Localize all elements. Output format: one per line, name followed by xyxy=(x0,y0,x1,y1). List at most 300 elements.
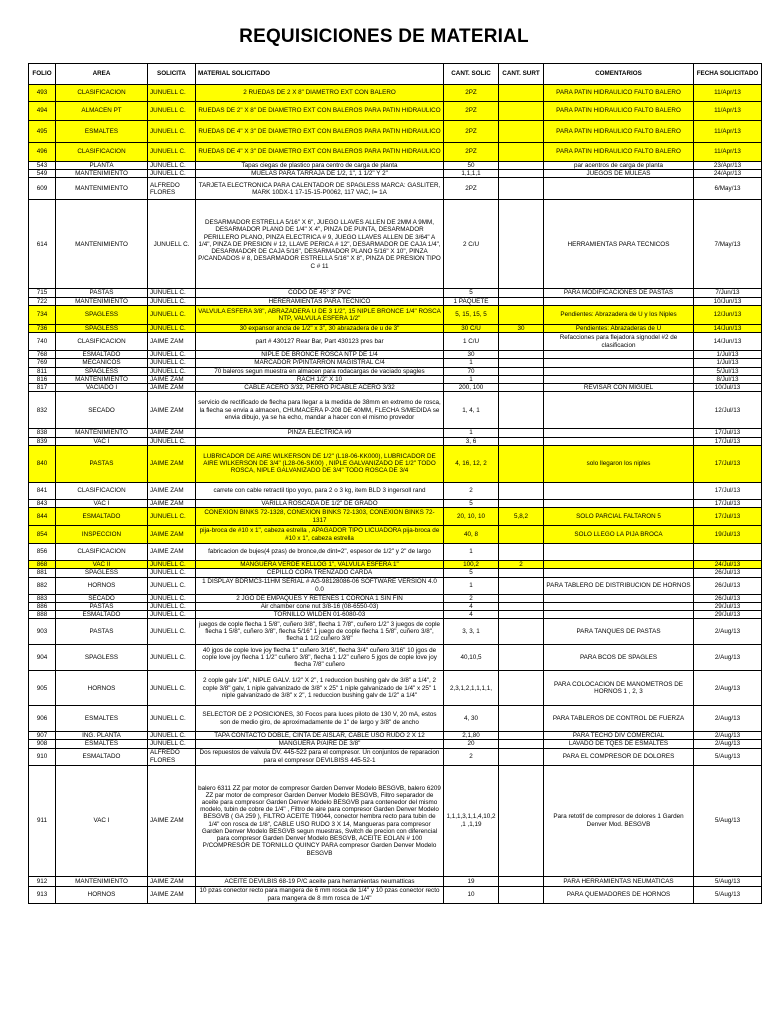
cell-area: ALMACEN PT xyxy=(56,102,148,121)
cell-solicita: JUNUELL C. xyxy=(148,619,196,645)
cell-area: CLASIFICACION xyxy=(56,333,148,351)
table-row xyxy=(29,748,762,765)
cell-material: MANGUERA P/AIRE DE 3/8" xyxy=(196,740,444,748)
cell-cant-surt xyxy=(499,886,544,903)
cell-solicita: JUNUELL C. xyxy=(148,706,196,732)
cell-solicita: JAIME ZAM xyxy=(148,886,196,903)
cell-fecha: 12/Jul/13 xyxy=(694,392,762,429)
cell-material: RUEDAS DE 4" X 3" DE DIAMETRO EXT CON BALEROS PARA PATIN HIDRAULICO xyxy=(196,121,444,143)
cell-cant-surt xyxy=(499,748,544,765)
cell-cant-solic: 1,1,1,1 xyxy=(444,170,499,178)
cell-area: PLANTA xyxy=(56,162,148,170)
cell-folio: 841 xyxy=(29,482,56,499)
cell-cant-surt xyxy=(499,602,544,610)
cell-cant-surt xyxy=(499,499,544,507)
cell-cant-solic: 5 xyxy=(444,289,499,297)
table-row xyxy=(29,508,762,526)
cell-solicita: JUNUELL C. xyxy=(148,143,196,162)
cell-folio: 904 xyxy=(29,645,56,671)
cell-material: 2 JGO DE EMPAQUES Y RETENES 1 CORONA 1 SIN FIN xyxy=(196,594,444,602)
cell-cant-solic: 3, 3, 1 xyxy=(444,619,499,645)
table-row xyxy=(29,375,762,383)
table-row xyxy=(29,740,762,748)
cell-solicita: JUNUELL C. xyxy=(148,85,196,102)
cell-cant-surt xyxy=(499,102,544,121)
cell-comentarios: PARA HERRAMIENTAS NEUMATICAS xyxy=(544,876,694,886)
cell-cant-surt xyxy=(499,143,544,162)
cell-cant-solic: 2 xyxy=(444,594,499,602)
cell-comentarios: Refacciones para flejadora signodel #2 de clasificacion xyxy=(544,333,694,351)
cell-area: CLASIFICACION xyxy=(56,482,148,499)
cell-material: LUBRICADOR DE AIRE WILKERSON DE 1/2" (L18-06-KK000), LUBRICADOR DE AIRE WILKERSON DE 3/4" (L28-06-SK00) , NIPLE GALVANIZADO DE 1/2" TODO ROSCA, NIPLE GALVANIZADO DE 3/4" TODO ROSCA DE 3/4 xyxy=(196,445,444,482)
table-row xyxy=(29,765,762,876)
cell-comentarios xyxy=(544,178,694,200)
cell-cant-solic: 40, 8 xyxy=(444,526,499,544)
cell-folio: 817 xyxy=(29,384,56,392)
cell-folio: 856 xyxy=(29,544,56,561)
table-row xyxy=(29,645,762,671)
cell-solicita: JUNUELL C. xyxy=(148,602,196,610)
cell-comentarios: LAVADO DE TQES DE ESMALTES xyxy=(544,740,694,748)
cell-comentarios: PARA MODIFICACIONES DE PASTAS xyxy=(544,289,694,297)
cell-cant-solic: 1 PAQUETE xyxy=(444,297,499,305)
cell-cant-surt xyxy=(499,610,544,618)
cell-cant-solic: 10 xyxy=(444,886,499,903)
table-row xyxy=(29,619,762,645)
cell-solicita: JUNUELL C. xyxy=(148,297,196,305)
cell-solicita: JUNUELL C. xyxy=(148,351,196,359)
cell-fecha: 24/Jul/13 xyxy=(694,561,762,569)
cell-comentarios: PARA PATIN HIDRAULICO FALTO BALERO xyxy=(544,143,694,162)
cell-cant-solic: 50 xyxy=(444,162,499,170)
cell-solicita: JUNUELL C. xyxy=(148,437,196,445)
cell-area: VAC I xyxy=(56,765,148,876)
cell-area: ESMALTADO xyxy=(56,508,148,526)
cell-comentarios xyxy=(544,602,694,610)
cell-folio: 907 xyxy=(29,732,56,740)
cell-cant-surt xyxy=(499,85,544,102)
cell-cant-surt xyxy=(499,732,544,740)
cell-cant-solic: 20 xyxy=(444,740,499,748)
table-header-row xyxy=(29,64,762,85)
header-solicita: SOLICITA xyxy=(148,64,196,85)
cell-fecha: 6/May/13 xyxy=(694,178,762,200)
cell-fecha: 2/Aug/13 xyxy=(694,740,762,748)
cell-fecha: 17/Jul/13 xyxy=(694,499,762,507)
cell-cant-surt xyxy=(499,740,544,748)
cell-area: MANTENIMIENTO xyxy=(56,170,148,178)
cell-folio: 769 xyxy=(29,359,56,367)
cell-fecha: 26/Jul/13 xyxy=(694,594,762,602)
cell-cant-surt xyxy=(499,765,544,876)
cell-fecha: 26/Jul/13 xyxy=(694,577,762,594)
cell-fecha: 2/Aug/13 xyxy=(694,671,762,706)
cell-solicita: JUNUELL C. xyxy=(148,671,196,706)
cell-material: Air chamber cone nut 3/8-16 (08-6550-03) xyxy=(196,602,444,610)
cell-material: CODO DE 45° 3" PVC xyxy=(196,289,444,297)
cell-cant-solic: 2PZ xyxy=(444,178,499,200)
table-row xyxy=(29,876,762,886)
cell-cant-surt xyxy=(499,170,544,178)
cell-fecha: 10/Jun/13 xyxy=(694,297,762,305)
cell-solicita: JUNUELL C. xyxy=(148,561,196,569)
cell-solicita: JUNUELL C. xyxy=(148,645,196,671)
cell-comentarios: PARA TABLERO DE DISTRIBUCION DE HORNOS xyxy=(544,577,694,594)
cell-solicita: JAIME ZAM xyxy=(148,384,196,392)
cell-comentarios: REVISAR CON MIGUEL xyxy=(544,384,694,392)
cell-area: SECADO xyxy=(56,594,148,602)
cell-cant-solic: 1 xyxy=(444,577,499,594)
cell-comentarios xyxy=(544,482,694,499)
table-row xyxy=(29,297,762,305)
cell-fecha: 11/Apr/13 xyxy=(694,121,762,143)
cell-area: HORNOS xyxy=(56,886,148,903)
cell-solicita: JUNUELL C. xyxy=(148,102,196,121)
cell-cant-solic: 20, 10, 10 xyxy=(444,508,499,526)
cell-folio: 722 xyxy=(29,297,56,305)
header-material: MATERIAL SOLICITADO xyxy=(196,64,444,85)
cell-area: MANTENIMIENTO xyxy=(56,375,148,383)
table-row xyxy=(29,289,762,297)
cell-cant-solic: 30 xyxy=(444,351,499,359)
cell-folio: 543 xyxy=(29,162,56,170)
cell-comentarios: PARA QUEMADORES DE HORNOS xyxy=(544,886,694,903)
cell-material: 10 pzas conector recto para mangera de 6 mm rosca de 1/4" y 10 pzas conector recto para mangera de 8 mm rosca de 1/4" xyxy=(196,886,444,903)
cell-area: VACIADO I xyxy=(56,384,148,392)
table-row xyxy=(29,367,762,375)
cell-fecha: 5/Aug/13 xyxy=(694,748,762,765)
cell-cant-surt: 2 xyxy=(499,561,544,569)
table-row xyxy=(29,392,762,429)
cell-material: juegos de cople flecha 1 5/8", cuñero 3/8", flecha 1 7/8", cuñero 1/2" 3 juegos de cople flecha 1 5/8", cuñero 3/8", flecha 5/16" 1 juego de cople flecha 1 5/8", cuñero 3/8", flecha 1 1/2 cuñero 3/8" xyxy=(196,619,444,645)
cell-area: ING. PLANTA xyxy=(56,732,148,740)
cell-material: VARILLA ROSCADA DE 1/2" DE GRADO xyxy=(196,499,444,507)
cell-material: TORNILLO WILDEN 01-6080-03 xyxy=(196,610,444,618)
cell-cant-surt xyxy=(499,706,544,732)
table-body xyxy=(29,85,762,904)
cell-material: 1 DISPLAY BDRMC3-11HM SERIAL # AG-98128086-06 SOFTWARE VERSION 4.0 0.0 xyxy=(196,577,444,594)
cell-solicita: JUNUELL C. xyxy=(148,359,196,367)
cell-solicita: JAIME ZAM xyxy=(148,876,196,886)
cell-cant-surt xyxy=(499,619,544,645)
cell-cant-surt xyxy=(499,178,544,200)
cell-folio: 838 xyxy=(29,429,56,437)
cell-folio: 906 xyxy=(29,706,56,732)
table-row xyxy=(29,333,762,351)
cell-cant-solic: 70 xyxy=(444,367,499,375)
cell-cant-surt xyxy=(499,333,544,351)
cell-material: Dos repuestos de valvula DV. 445-522 para el compresor. Un conjuntos de reparacion para el compresor DEVILBISS 445-52-1 xyxy=(196,748,444,765)
cell-area: HORNOS xyxy=(56,671,148,706)
cell-folio: 905 xyxy=(29,671,56,706)
cell-folio: 768 xyxy=(29,351,56,359)
cell-fecha: 17/Jul/13 xyxy=(694,429,762,437)
cell-area: ESMALTES xyxy=(56,740,148,748)
cell-solicita: JAIME ZAM xyxy=(148,544,196,561)
cell-solicita: JAIME ZAM xyxy=(148,445,196,482)
cell-material: CABLE ACERO 3/32, PERRO P/CABLE ACERO 3/32 xyxy=(196,384,444,392)
cell-material: DESARMADOR ESTRELLA 5/16" X 6", JUEGO LLAVES ALLEN DE 2MM A 9MM, DESARMADOR PLANO DE 1/4" X 4", PINZA DE PUNTA, DESARMADOR PERILLERO PLANO, PINZA ELECTRICA # 9, JUEGO LLAVES ALLEN DE 3/64" A 1/4", PINZA DE PRESION # 12, LLAVE PERICA # 12", DESARMADOR DE CAJA 1/4", DESARMADOR DE CAJA 5/16", DESARMADOR PLANO 5/16" X 10", PINZA P/CANDADOS # 8, DESARMADOR ESTRELLA 5/16" X 8", PINZA DE PRESION TIPO C # 11 xyxy=(196,200,444,289)
cell-material: pija-broca de #10 x 1", cabeza estrella , APAGADOR TIPO LICUADORA pija-broca de #10 x 1", cabeza estrella xyxy=(196,526,444,544)
table-row xyxy=(29,445,762,482)
cell-solicita: JUNUELL C. xyxy=(148,740,196,748)
cell-folio: 903 xyxy=(29,619,56,645)
cell-fecha: 2/Aug/13 xyxy=(694,732,762,740)
cell-cant-solic: 100,2 xyxy=(444,561,499,569)
cell-folio: 493 xyxy=(29,85,56,102)
cell-folio: 913 xyxy=(29,886,56,903)
cell-cant-surt xyxy=(499,876,544,886)
table-row xyxy=(29,102,762,121)
cell-area: PASTAS xyxy=(56,289,148,297)
cell-cant-solic: 3, 6 xyxy=(444,437,499,445)
cell-solicita: JUNUELL C. xyxy=(148,324,196,332)
cell-area: VAC I xyxy=(56,437,148,445)
cell-material: RUEDAS DE 2" X 8" DE DIAMETRO EXT CON BALEROS PARA PATIN HIDRAULICO xyxy=(196,102,444,121)
cell-material: 40 jgos de cople love joy flecha 1" cuñero 3/16", flecha 3/4" cuñero 3/16" 10 jgos de cople love joy flecha 1 1/2" cuñero 3/8", flecha 1 1/2" cuñero 5 jgos de cople love joy flecha 7/8" cuñero xyxy=(196,645,444,671)
cell-fecha: 14/Jun/13 xyxy=(694,324,762,332)
cell-cant-solic: 1 xyxy=(444,359,499,367)
cell-fecha xyxy=(694,544,762,561)
cell-material: Tapas ciegas de plastico para centro de carga de planta xyxy=(196,162,444,170)
cell-fecha: 24/Apr/13 xyxy=(694,170,762,178)
cell-cant-surt xyxy=(499,297,544,305)
cell-cant-surt: 5,8,2 xyxy=(499,508,544,526)
cell-cant-solic: 1, 4, 1 xyxy=(444,392,499,429)
cell-comentarios: PARA PATIN HIDRAULICO FALTO BALERO xyxy=(544,85,694,102)
cell-fecha: 12/Jun/13 xyxy=(694,305,762,324)
header-folio: FOLIO xyxy=(29,64,56,85)
cell-material: TAPA CONTACTO DOBLE, CINTA DE AISLAR, CABLE USO RUDO 2 X 12 xyxy=(196,732,444,740)
cell-cant-solic: 2PZ xyxy=(444,102,499,121)
cell-solicita: JUNUELL C. xyxy=(148,162,196,170)
cell-fecha: 10/Jul/13 xyxy=(694,384,762,392)
cell-solicita: JUNUELL C. xyxy=(148,305,196,324)
cell-cant-solic: 1 xyxy=(444,429,499,437)
cell-solicita: JUNUELL C. xyxy=(148,577,196,594)
table-row xyxy=(29,429,762,437)
cell-fecha: 11/Apr/13 xyxy=(694,85,762,102)
cell-area: MANTENIMIENTO xyxy=(56,200,148,289)
cell-cant-solic: 5, 15, 15, 5 xyxy=(444,305,499,324)
cell-area: ESMALTES xyxy=(56,121,148,143)
cell-cant-surt xyxy=(499,305,544,324)
page-title: REQUISICIONES DE MATERIAL xyxy=(239,26,529,47)
cell-fecha: 26/Jul/13 xyxy=(694,569,762,577)
cell-folio: 734 xyxy=(29,305,56,324)
cell-folio: 881 xyxy=(29,569,56,577)
cell-folio: 888 xyxy=(29,610,56,618)
cell-comentarios xyxy=(544,594,694,602)
cell-area: MANTENIMIENTO xyxy=(56,297,148,305)
header-fecha: FECHA SOLICITADO xyxy=(694,64,762,85)
cell-material: RACH 1/2" X 10 xyxy=(196,375,444,383)
cell-cant-surt xyxy=(499,351,544,359)
cell-solicita: JAIME ZAM xyxy=(148,429,196,437)
cell-comentarios: solo llegaron los niples xyxy=(544,445,694,482)
cell-material: ACEITE DEVILBIS 68-19 P/C aceite para herramientas neumatticas xyxy=(196,876,444,886)
cell-folio: 609 xyxy=(29,178,56,200)
table-row xyxy=(29,178,762,200)
cell-material: CEPILLO COPA TRENZADO CARDA xyxy=(196,569,444,577)
cell-material: MANGUERA VERDE KELLOG 1", VALVULA ESFERA 1" xyxy=(196,561,444,569)
cell-area: CLASIFICACION xyxy=(56,143,148,162)
cell-cant-solic: 4, 16, 12, 2 xyxy=(444,445,499,482)
cell-folio: 736 xyxy=(29,324,56,332)
table-row xyxy=(29,121,762,143)
cell-cant-solic: 5 xyxy=(444,499,499,507)
cell-cant-solic: 2PZ xyxy=(444,85,499,102)
cell-cant-surt xyxy=(499,671,544,706)
cell-folio: 839 xyxy=(29,437,56,445)
table-row xyxy=(29,324,762,332)
cell-fecha: 17/Jul/13 xyxy=(694,508,762,526)
cell-comentarios: PARA TECHO DIV COMERCIAL xyxy=(544,732,694,740)
cell-solicita: JAIME ZAM xyxy=(148,499,196,507)
cell-folio: 886 xyxy=(29,602,56,610)
cell-area: ESMALTADO xyxy=(56,610,148,618)
cell-area: SECADO xyxy=(56,392,148,429)
cell-material: VALVULA ESFERA 3/8", ABRAZADERA U DE 3 1/2", 15 NIPLE BRONCE 1/4" ROSCA NTP, VALVULA ESFERA 1/2" xyxy=(196,305,444,324)
table-row xyxy=(29,706,762,732)
cell-fecha: 8/Jul/13 xyxy=(694,375,762,383)
cell-area: PASTAS xyxy=(56,445,148,482)
cell-comentarios: PARA PATIN HIDRAULICO FALTO BALERO xyxy=(544,102,694,121)
cell-folio: 740 xyxy=(29,333,56,351)
cell-area: SPAGLESS xyxy=(56,367,148,375)
cell-solicita: JAIME ZAM xyxy=(148,333,196,351)
cell-comentarios xyxy=(544,359,694,367)
cell-solicita: JUNUELL C. xyxy=(148,121,196,143)
cell-comentarios: PARA COLOCACION DE MANOMETROS DE HORNOS 1 , 2, 3 xyxy=(544,671,694,706)
cell-folio: 911 xyxy=(29,765,56,876)
header-area: AREA xyxy=(56,64,148,85)
cell-cant-solic: 2 xyxy=(444,482,499,499)
cell-comentarios xyxy=(544,392,694,429)
cell-fecha: 17/Jul/13 xyxy=(694,482,762,499)
cell-fecha: 29/Jul/13 xyxy=(694,610,762,618)
cell-folio: 832 xyxy=(29,392,56,429)
cell-cant-surt xyxy=(499,359,544,367)
table-row xyxy=(29,569,762,577)
cell-solicita: ALFREDO FLORES xyxy=(148,748,196,765)
cell-area: INSPECCION xyxy=(56,526,148,544)
cell-comentarios: PARA BCOS DE SPAGLES xyxy=(544,645,694,671)
table-row xyxy=(29,437,762,445)
cell-fecha: 7/May/13 xyxy=(694,200,762,289)
cell-cant-surt xyxy=(499,384,544,392)
cell-material: TARJETA ELECTRONICA PARA CALENTADOR DE SPAGLESS MARCA: GASLITER, MARK 10DX-1 17-15-15-P0062, 117 VAC, I= 1A xyxy=(196,178,444,200)
cell-folio: 549 xyxy=(29,170,56,178)
cell-fecha: 2/Aug/13 xyxy=(694,645,762,671)
cell-cant-solic: 2 C/U xyxy=(444,200,499,289)
cell-comentarios xyxy=(544,351,694,359)
cell-folio: 816 xyxy=(29,375,56,383)
cell-area: VAC I xyxy=(56,499,148,507)
table-row xyxy=(29,610,762,618)
cell-material: servicio de rectificado de flecha para llegar a la medida de 38mm en extremo de rosca, la flecha se envia a almacen, CHUMACERA P-208 DE 40MM, FLECHA S/MEDIDA se envia dibujo, ya se ha echo, mandar a hacer con el mismo provedor xyxy=(196,392,444,429)
cell-comentarios xyxy=(544,499,694,507)
cell-cant-solic: 5 xyxy=(444,569,499,577)
cell-comentarios: par acentros de carga de planta xyxy=(544,162,694,170)
cell-fecha: 2/Aug/13 xyxy=(694,619,762,645)
table-row xyxy=(29,305,762,324)
cell-material: CONEXION BINKS 72-1328, CONEXION BINKS 72-1303, CONEXION BINKS 72-1317 xyxy=(196,508,444,526)
cell-material: balero 6311 ZZ par motor de compresor Garden Denver Modelo BESGVB, balero 6209 ZZ par motor de compresor Garden Denver Modelo BESGVB, Filtro separador de aceite para compresor Garden Denver Modelo BESGVB para contenedor del mismo modelo, tubin de cobre de 1/4" , Filtro de aire para compresor Garden Denver Modelo BESGVB ( GA 259 ), FILTRO ACEITE TI9044, conector hembra recto para tubin de 1/4" con rosca de 1/8", CABLE USO RUDO 3 X 14, Mangueras para compresor Garden Denver Modelo BESGVB segun muestras, Switch de precion con diferencial para compresor Garden Denver Modelo BESGVB, ACEITE EOLAN # 100 P/COMPRESOR DE TORNILLO QUINCY PARA compresor Garden Denver Modelo BESGVB xyxy=(196,765,444,876)
header-cant-surt: CANT. SURT xyxy=(499,64,544,85)
cell-folio: 614 xyxy=(29,200,56,289)
cell-fecha: 2/Aug/13 xyxy=(694,706,762,732)
cell-area: HORNOS xyxy=(56,577,148,594)
cell-comentarios: PARA TABLEROS DE CONTROL DE FUERZA xyxy=(544,706,694,732)
cell-comentarios: JUEGOS DE MULEAS xyxy=(544,170,694,178)
cell-material: part # 430127 Rear Bar, Part 430123 pres bar xyxy=(196,333,444,351)
cell-cant-solic: 200, 100 xyxy=(444,384,499,392)
cell-comentarios: PARA EL COMPRESOR DE DOLORES xyxy=(544,748,694,765)
cell-cant-surt xyxy=(499,645,544,671)
cell-solicita: JAIME ZAM xyxy=(148,526,196,544)
cell-area: MANTENIMIENTO xyxy=(56,429,148,437)
cell-folio: 811 xyxy=(29,367,56,375)
cell-solicita: JUNUELL C. xyxy=(148,508,196,526)
cell-cant-surt xyxy=(499,445,544,482)
cell-solicita: JUNUELL C. xyxy=(148,367,196,375)
cell-area: PASTAS xyxy=(56,602,148,610)
cell-cant-surt xyxy=(499,392,544,429)
table-row xyxy=(29,170,762,178)
table-row xyxy=(29,602,762,610)
cell-area: MANTENIMIENTO xyxy=(56,178,148,200)
cell-cant-surt xyxy=(499,289,544,297)
cell-solicita: JUNUELL C. xyxy=(148,732,196,740)
cell-comentarios: HERRAMIENTAS PARA TECNICOS xyxy=(544,200,694,289)
cell-area: MANTENIMIENTO xyxy=(56,876,148,886)
cell-fecha: 19/Jul/13 xyxy=(694,526,762,544)
cell-comentarios xyxy=(544,437,694,445)
table-row xyxy=(29,886,762,903)
table-row xyxy=(29,200,762,289)
cell-fecha: 17/Jul/13 xyxy=(694,445,762,482)
cell-material: MUELAS PARA TARRAJA DE 1/2, 1", 1 1/2" Y 2" xyxy=(196,170,444,178)
cell-cant-surt xyxy=(499,375,544,383)
cell-fecha: 11/Apr/13 xyxy=(694,143,762,162)
cell-material: MARCADOR P/PINTARRON MAGISTRAL C/4 xyxy=(196,359,444,367)
cell-area: CLASIFICACION xyxy=(56,544,148,561)
cell-solicita: JAIME ZAM xyxy=(148,375,196,383)
cell-comentarios xyxy=(544,297,694,305)
cell-material: PINZA ELECTRICA #9 xyxy=(196,429,444,437)
cell-comentarios: Pendientes: Abrazadera de U y los Niples xyxy=(544,305,694,324)
cell-solicita: JUNUELL C. xyxy=(148,170,196,178)
cell-cant-surt xyxy=(499,429,544,437)
cell-fecha: 14/Jun/13 xyxy=(694,333,762,351)
cell-folio: 883 xyxy=(29,594,56,602)
cell-area: ESMALTADO xyxy=(56,351,148,359)
cell-cant-solic: 40,10,5 xyxy=(444,645,499,671)
header-comentarios: COMENTARIOS xyxy=(544,64,694,85)
table-row xyxy=(29,561,762,569)
cell-folio: 840 xyxy=(29,445,56,482)
cell-material xyxy=(196,437,444,445)
cell-comentarios: PARA PATIN HIDRAULICO FALTO BALERO xyxy=(544,121,694,143)
cell-fecha: 5/Jul/13 xyxy=(694,367,762,375)
table-row xyxy=(29,85,762,102)
header-cant-solic: CANT. SOLIC xyxy=(444,64,499,85)
cell-folio: 496 xyxy=(29,143,56,162)
cell-area: MECANICOS xyxy=(56,359,148,367)
cell-material: HERERAMIENTAS PARA TECNICO xyxy=(196,297,444,305)
cell-cant-surt xyxy=(499,437,544,445)
